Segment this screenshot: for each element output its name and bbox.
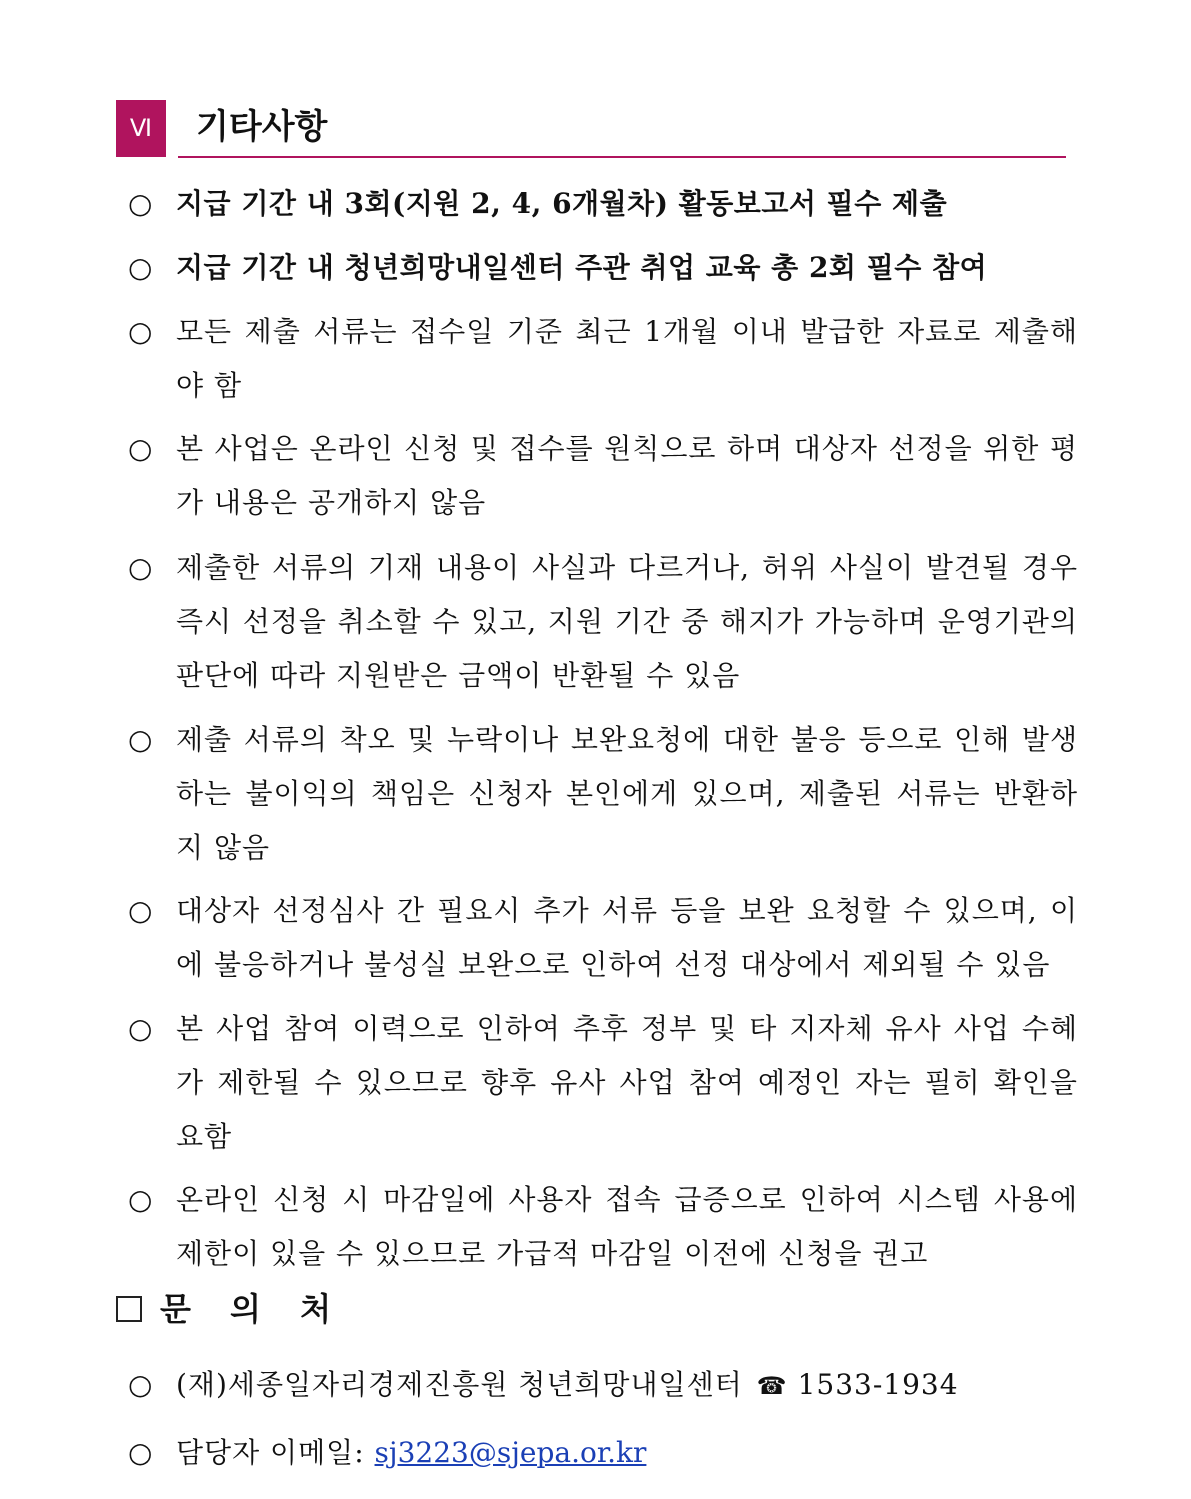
list-item-text: 온라인 신청 시 마감일에 사용자 접속 급증으로 인하여 시스템 사용에 제한이 있을 수 있으므로 가급적 마감일 이전에 신청을 권고: [176, 1183, 1078, 1270]
circle-bullet-icon: ○: [128, 315, 153, 348]
circle-bullet-icon: ○: [128, 432, 153, 465]
list-item-text: 대상자 선정심사 간 필요시 추가 서류 등을 보완 요청할 수 있으며, 이에 불응하거나 불성실 보완으로 인하여 선정 대상에서 제외될 수 있음: [176, 894, 1078, 981]
circle-bullet-icon: ○: [128, 1183, 153, 1216]
list-item: [128, 884, 1078, 992]
contact-heading: [116, 1284, 345, 1334]
email-label: 담당자 이메일:: [176, 1436, 365, 1469]
telephone-icon: ☎: [756, 1372, 788, 1400]
circle-bullet-icon: ○: [128, 551, 153, 584]
section-header: [116, 100, 1066, 160]
contact-email: [128, 1426, 1078, 1480]
circle-bullet-icon: ○: [128, 723, 153, 756]
list-item-text: 제출한 서류의 기재 내용이 사실과 다르거나, 허위 사실이 발견될 경우 즉시 선정을 취소할 수 있고, 지원 기간 중 해지가 가능하며 운영기관의 판단에 따라 지원받은 금액이 반환될 수 있음: [176, 551, 1078, 692]
contact-organization: [128, 1358, 1078, 1413]
list-item: [128, 1173, 1078, 1281]
section-numeral-badge: Ⅵ: [116, 100, 166, 157]
organization-name: (재)세종일자리경제진흥원 청년희망내일센터: [176, 1368, 743, 1401]
circle-bullet-icon: ○: [128, 187, 153, 220]
list-item: [128, 305, 1078, 413]
circle-bullet-icon: ○: [128, 251, 153, 284]
list-item: [128, 541, 1078, 703]
list-item: [128, 177, 1078, 231]
list-item-text: 본 사업 참여 이력으로 인하여 추후 정부 및 타 지자체 유사 사업 수혜가 제한될 수 있으므로 향후 유사 사업 참여 예정인 자는 필히 확인을 요함: [176, 1012, 1078, 1153]
circle-bullet-icon: ○: [128, 1368, 153, 1401]
list-item-text: 본 사업은 온라인 신청 및 접수를 원칙으로 하며 대상자 선정을 위한 평가 내용은 공개하지 않음: [176, 432, 1078, 519]
contact-email-line: [176, 1426, 1078, 1480]
list-item-text: 제출 서류의 착오 및 누락이나 보완요청에 대한 불응 등으로 인해 발생하는 불이익의 책임은 신청자 본인에게 있으며, 제출된 서류는 반환하지 않음: [176, 723, 1078, 864]
list-item: [128, 713, 1078, 875]
list-item: [128, 1002, 1078, 1164]
checkbox-square-icon: [116, 1296, 142, 1322]
list-item-text: 지급 기간 내 청년희망내일센터 주관 취업 교육 총 2회 필수 참여: [176, 251, 988, 284]
contact-heading-label: 문 의 처: [160, 1290, 346, 1328]
list-item-text: 지급 기간 내 3회(지원 2, 4, 6개월차) 활동보고서 필수 제출: [176, 187, 948, 220]
list-item: [128, 241, 1078, 295]
circle-bullet-icon: ○: [128, 894, 153, 927]
circle-bullet-icon: ○: [128, 1436, 153, 1469]
circle-bullet-icon: ○: [128, 1012, 153, 1045]
title-underline: [178, 156, 1066, 158]
contact-organization-line: [176, 1358, 1078, 1413]
list-item: [128, 422, 1078, 530]
section-title: 기타사항: [196, 107, 328, 147]
list-item-text: 모든 제출 서류는 접수일 기준 최근 1개월 이내 발급한 자료로 제출해야 함: [176, 315, 1078, 402]
phone-number: 1533-1934: [797, 1368, 959, 1401]
email-link[interactable]: sj3223@sjepa.or.kr: [374, 1436, 647, 1469]
